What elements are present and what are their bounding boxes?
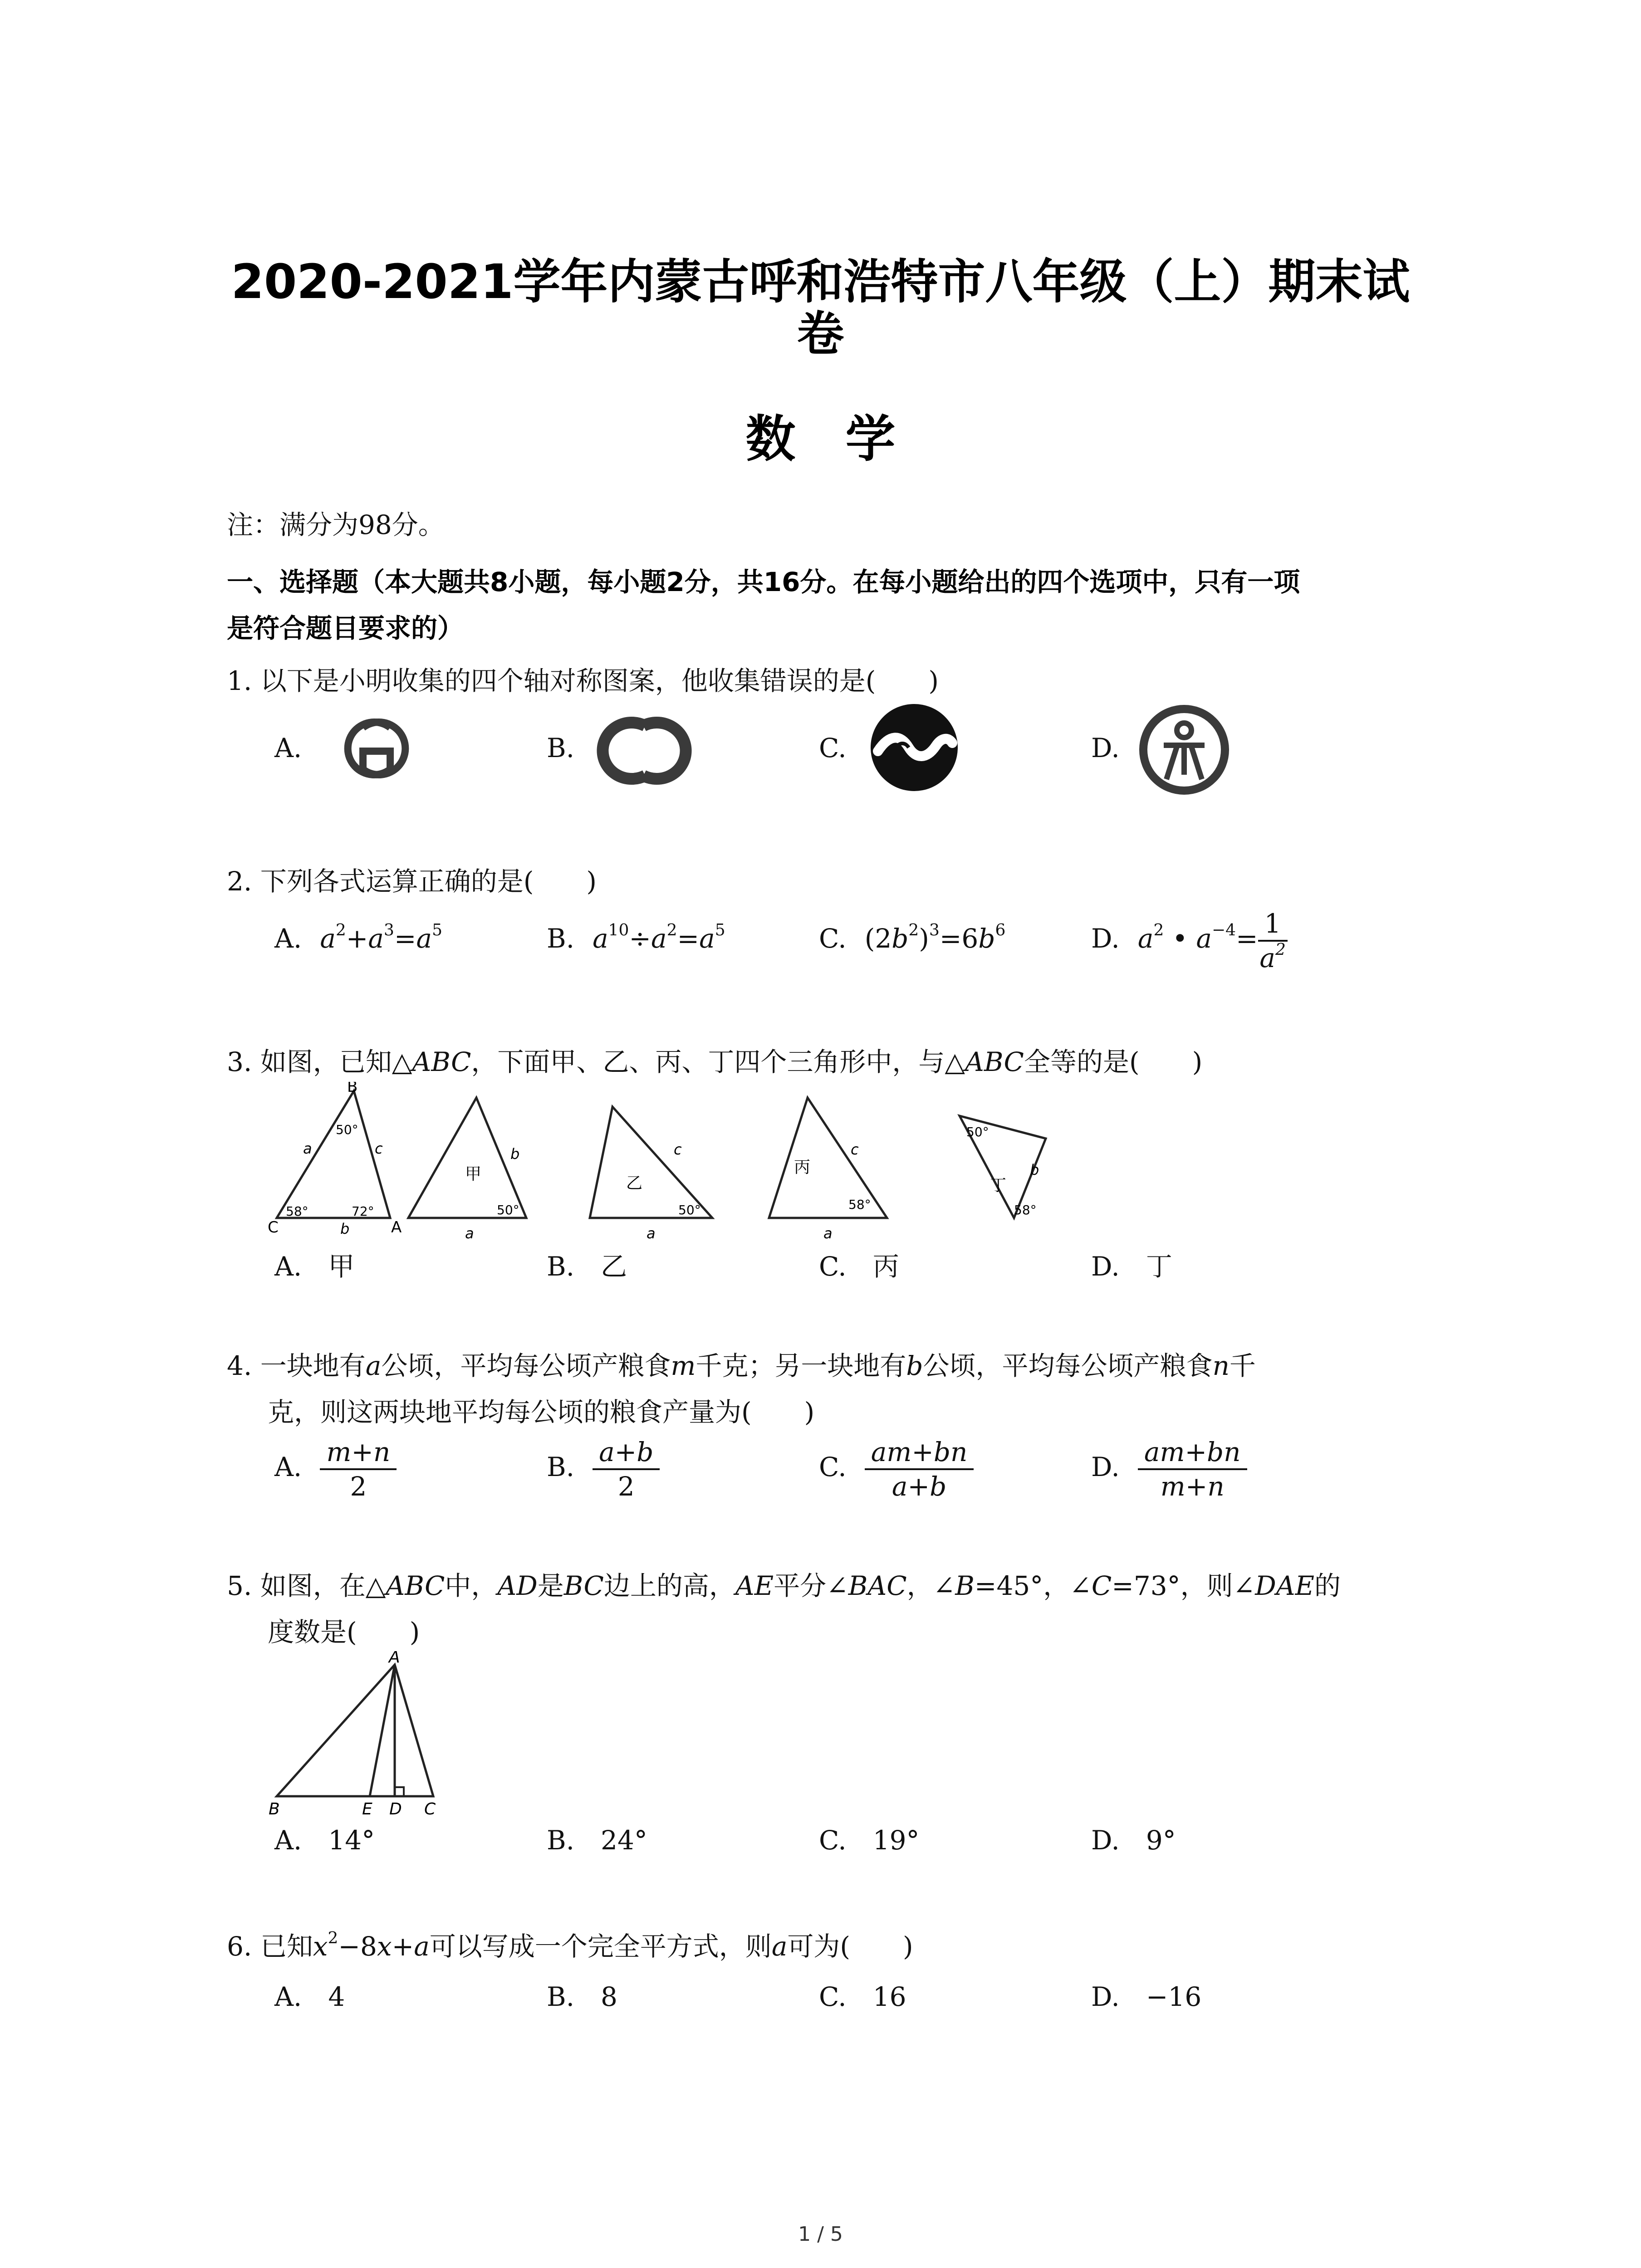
abc-side-c: c: [375, 1140, 383, 1157]
q4-option-d: [1091, 1436, 1247, 1503]
q6-text-4: 可以写成一个完全平方式，则: [429, 1931, 772, 1962]
q2d-eq: =: [1236, 923, 1258, 954]
q2c-close: ): [919, 923, 929, 954]
q4-option-c-fraction: [865, 1436, 974, 1503]
q5-point-d: D: [389, 1800, 402, 1818]
q5-text-7: =45°，∠: [974, 1570, 1092, 1601]
bing-side: c: [851, 1141, 859, 1158]
triangle-jia: [408, 1098, 526, 1242]
q2d-exp1: 2: [1153, 921, 1164, 940]
abc-vertex-a: A: [391, 1218, 402, 1237]
bing-name: 丙: [794, 1158, 811, 1177]
q5-text-4: 边上的高，: [603, 1570, 735, 1601]
q4a-den: 2: [350, 1471, 367, 1502]
q2-option-b: [547, 923, 725, 954]
q4-option-d-fraction: [1138, 1436, 1247, 1503]
q2-option-d: [1091, 907, 1288, 974]
q2b-op: ÷: [629, 923, 652, 954]
q5-vertex-a: A: [389, 1651, 400, 1667]
q2a-exp1: 2: [335, 921, 346, 940]
q3-triangles-figure: [259, 1082, 1121, 1247]
q4c-num: am+bn: [865, 1436, 974, 1470]
q5-option-d: D. 9°: [1091, 1825, 1176, 1856]
q4-text-5: 千: [1229, 1350, 1256, 1381]
q4-var-a: a: [365, 1350, 382, 1381]
q1-option-d-label: D.: [1091, 733, 1120, 763]
score-note: 注：满分为98分。: [227, 509, 445, 540]
question-5-stem-line-1: [227, 1563, 1341, 1609]
q2-option-d-label: D.: [1091, 923, 1120, 954]
q6-var-a2: a: [771, 1931, 788, 1962]
q2c-e3: 6: [995, 921, 1006, 940]
q2b-exp1: 10: [608, 921, 629, 940]
q2b-eq: =: [677, 923, 700, 954]
q2c-b2: b: [978, 923, 995, 954]
yi-name: 乙: [626, 1174, 643, 1193]
q5-var-bac: BAC: [848, 1570, 907, 1601]
yi-side: c: [674, 1141, 682, 1158]
q6-var-a: a: [414, 1931, 430, 1962]
circle-figure-emblem-icon: [1136, 702, 1232, 799]
jia-side: b: [510, 1145, 520, 1163]
q5-option-a: A. 14°: [274, 1825, 375, 1856]
q2d-exp2: −4: [1212, 921, 1236, 940]
yi-base: a: [647, 1225, 656, 1242]
q3-stem-part-2: ，下面甲、乙、丙、丁四个三角形中，与△: [471, 1046, 965, 1077]
q4-var-n: n: [1212, 1350, 1230, 1381]
q4-var-b: b: [906, 1350, 923, 1381]
jia-name: 甲: [465, 1165, 482, 1183]
q3-stem-abc-1: ABC: [412, 1046, 471, 1077]
q6-text-1: 6. 已知: [227, 1931, 313, 1962]
q5-var-bc: BC: [563, 1570, 604, 1601]
q6-exp: 2: [328, 1929, 338, 1948]
question-5-stem-line-2: 度数是( ): [268, 1617, 420, 1647]
q5-var-abc: ABC: [386, 1570, 445, 1601]
question-4-stem-line-1: [227, 1343, 1256, 1389]
q6-text-2: −8: [338, 1931, 377, 1962]
abc-angle-c: 58°: [286, 1204, 309, 1219]
q5-option-b: B. 24°: [547, 1825, 647, 1856]
triangle-abc: [268, 1082, 402, 1237]
q4-option-c: [819, 1436, 974, 1503]
q4-text-3: 千克；另一块地有: [696, 1350, 906, 1381]
q5-triangle-figure: [259, 1651, 458, 1825]
q3-stem-part-1: 3. 如图，已知△: [227, 1046, 412, 1077]
q4-option-a-label: A.: [274, 1452, 302, 1483]
q4b-num: a+b: [593, 1436, 660, 1470]
bing-base: a: [823, 1225, 833, 1242]
q2c-e1: 2: [908, 921, 919, 940]
question-1-stem: 1. 以下是小明收集的四个轴对称图案，他收集错误的是( ): [227, 665, 939, 696]
q5-vertex-c: C: [424, 1800, 436, 1818]
page-number: 1 / 5: [798, 2223, 843, 2246]
ding-angle-1: 50°: [966, 1124, 989, 1139]
question-3-stem: [227, 1039, 1202, 1085]
q2c-b1: b: [892, 923, 909, 954]
q4-option-b-label: B.: [547, 1452, 575, 1483]
q5-text-1: 5. 如图，在△: [227, 1570, 386, 1601]
q3-option-c: C. 丙: [819, 1251, 899, 1282]
q2b-base2: a: [651, 923, 667, 954]
abc-vertex-b: B: [347, 1082, 358, 1096]
q4b-den: 2: [617, 1471, 635, 1502]
q2-option-c-label: C.: [819, 923, 847, 954]
q5-vertex-b: B: [269, 1800, 280, 1818]
ding-side: b: [1030, 1161, 1039, 1178]
section-heading: [227, 559, 1470, 651]
q6-option-a: A. 4: [274, 1981, 345, 2012]
abc-vertex-c: C: [268, 1218, 279, 1237]
q5-var-dae: DAE: [1255, 1570, 1314, 1601]
q2a-op: +: [346, 923, 368, 954]
question-4-stem-line-2: 克，则这两块地平均每公顷的粮食产量为( ): [268, 1397, 815, 1427]
q5-var-ad: AD: [497, 1570, 538, 1601]
q3-stem-part-3: 全等的是( ): [1024, 1046, 1203, 1077]
q3-option-b: B. 乙: [547, 1251, 627, 1282]
jia-angle: 50°: [497, 1202, 519, 1217]
q2d-num: 1: [1258, 907, 1288, 942]
bing-angle: 58°: [848, 1197, 871, 1212]
q4-option-c-label: C.: [819, 1452, 847, 1483]
q2a-exp2: 3: [384, 921, 394, 940]
q4-text-1: 4. 一块地有: [227, 1350, 366, 1381]
triangle-yi: [590, 1107, 712, 1242]
q5-text-8: =73°，则∠: [1112, 1570, 1255, 1601]
section-heading-line-1: 一、选择题（本大题共8小题，每小题2分，共16分。在每小题给出的四个选项中，只有一项: [227, 567, 1300, 597]
q6-text-5: 可为( ): [787, 1931, 913, 1962]
q6-text-3: +: [392, 1931, 414, 1962]
q6-var-x2: x: [377, 1931, 392, 1962]
q4-option-a-fraction: [320, 1436, 397, 1503]
q4a-num: m+n: [320, 1436, 397, 1470]
question-6-stem: [227, 1923, 913, 1970]
q5-text-6: ，∠: [906, 1570, 955, 1601]
q4-option-b: [547, 1436, 660, 1503]
q2c-eq: =6: [939, 923, 979, 954]
q2b-base3: a: [699, 923, 715, 954]
yi-angle: 50°: [678, 1202, 701, 1217]
q5-text-5: 平分∠: [774, 1570, 848, 1601]
q1-option-b-label: B.: [547, 733, 575, 763]
subject-heading: 数学: [745, 410, 945, 468]
q2-option-a: [274, 923, 442, 954]
q3-option-a: A. 甲: [274, 1251, 355, 1282]
q1-option-a-label: A.: [274, 733, 302, 763]
q5-text-9: 的: [1314, 1570, 1341, 1601]
title-line-1: 2020-2021学年内蒙古呼和浩特市八年级（上）期末试: [231, 254, 1410, 309]
interlocking-g-logo-icon: [322, 703, 431, 796]
q2d-fraction: [1258, 907, 1288, 974]
q4d-den: m+n: [1160, 1471, 1225, 1502]
q6-option-c: C. 16: [819, 1981, 906, 2012]
ding-angle-2: 58°: [1014, 1202, 1037, 1217]
q5-var-c: C: [1091, 1570, 1112, 1601]
question-2-stem: 2. 下列各式运算正确的是( ): [227, 866, 597, 897]
q2d-dot: •: [1164, 923, 1196, 954]
q2d-den-exp: 2: [1275, 940, 1286, 959]
q4-option-b-fraction: [593, 1436, 660, 1503]
ding-name: 丁: [990, 1176, 1007, 1195]
q5-text-3: 是: [537, 1570, 564, 1601]
q2a-base2: a: [368, 923, 384, 954]
q2a-eq: =: [394, 923, 416, 954]
q6-var-x: x: [313, 1931, 328, 1962]
q4c-den: a+b: [892, 1471, 947, 1502]
abc-side-a: a: [303, 1140, 312, 1157]
q5-var-b: B: [955, 1570, 975, 1601]
q2-option-b-label: B.: [547, 923, 575, 954]
q2d-base2: a: [1196, 923, 1212, 954]
triangle-ding: [930, 1116, 1046, 1218]
jia-base: a: [465, 1225, 474, 1242]
q2-option-c: [819, 923, 1005, 954]
q5-option-c: C. 19°: [819, 1825, 920, 1856]
q2b-base1: a: [593, 923, 608, 954]
triangle-bing: [769, 1098, 887, 1242]
section-heading-line-2: 是符合题目要求的）: [227, 613, 464, 644]
q4d-num: am+bn: [1138, 1436, 1247, 1470]
q6-option-b: B. 8: [547, 1981, 617, 2012]
q2c-e2: 3: [929, 921, 940, 940]
q6-option-d: D. −16: [1091, 1981, 1202, 2012]
q2-option-a-label: A.: [274, 923, 302, 954]
q2a-base1: a: [320, 923, 336, 954]
q3-option-d: D. 丁: [1091, 1251, 1172, 1282]
q5-point-e: E: [362, 1800, 372, 1818]
q2d-base1: a: [1137, 923, 1154, 954]
q4-text-4: 公顷，平均每公顷产粮食: [923, 1350, 1213, 1381]
q2d-den-base: a: [1259, 943, 1275, 973]
q4-option-d-label: D.: [1091, 1452, 1120, 1483]
q4-text-2: 公顷，平均每公顷产粮食: [381, 1350, 671, 1381]
q2b-exp3: 5: [715, 921, 725, 940]
q2a-exp3: 5: [432, 921, 442, 940]
q4-option-a: [274, 1436, 397, 1503]
black-circle-wave-logo-icon: [869, 702, 960, 795]
q2a-base3: a: [416, 923, 432, 954]
q5-var-ae: AE: [735, 1570, 774, 1601]
q1-option-c-label: C.: [819, 733, 847, 763]
q2b-exp2: 2: [666, 921, 677, 940]
q5-text-2: 中，: [445, 1570, 498, 1601]
abc-angle-a: 72°: [352, 1204, 374, 1219]
q3-stem-abc-2: ABC: [965, 1046, 1024, 1077]
q4-var-m: m: [671, 1350, 696, 1381]
interlocking-c-logo-icon: [590, 708, 699, 796]
abc-angle-b: 50°: [336, 1122, 358, 1137]
abc-side-b: b: [340, 1220, 350, 1237]
title-line-2: 卷: [797, 306, 844, 362]
q2c-open: (2: [864, 923, 892, 954]
